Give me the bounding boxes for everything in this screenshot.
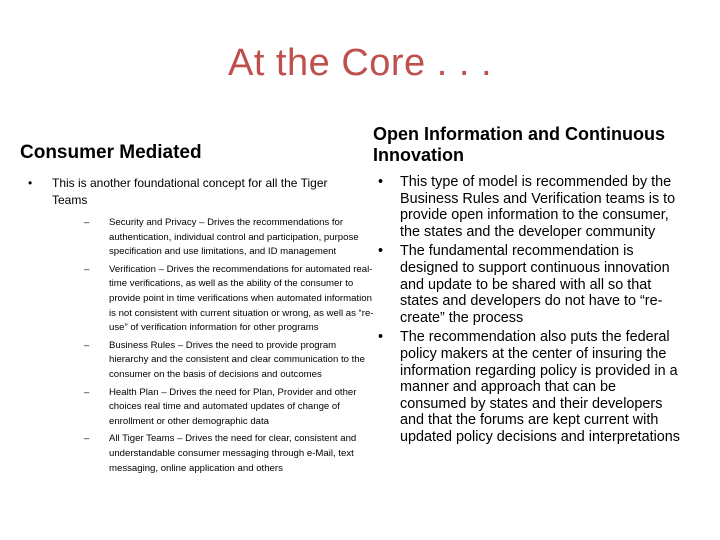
sub-item-text: Business Rules – Drives the need to provide program hierarchy and the consistent and clear communication to the consumer on the basis of decisions and outcomes xyxy=(109,339,365,380)
open-information-list xyxy=(378,174,683,449)
sub-item-text: Health Plan – Drives the need for Plan, Provider and other choices real time and automated updates of change of enrollment or other demographic data xyxy=(109,386,357,427)
list-item xyxy=(378,174,683,240)
bullet-icon: • xyxy=(378,329,384,346)
list-item xyxy=(378,329,683,445)
dash-icon: – xyxy=(84,386,90,398)
dash-icon: – xyxy=(84,217,90,228)
bullet-text: The fundamental recommendation is designed to support continuous innovation and update to be shared with all so that states and developers do not have to “re-create” the process xyxy=(400,243,670,326)
sub-list-item xyxy=(52,386,374,430)
slide-title: At the Core . . . xyxy=(227,42,493,84)
dash-icon: – xyxy=(84,263,90,275)
sub-item-text: All Tiger Teams – Drives the need for clear, consistent and understandable consumer messaging through e-Mail, text messaging, online application and others xyxy=(109,433,357,474)
open-information-heading: Open Information and Continuous Innovation xyxy=(373,124,665,165)
bullet-text: This type of model is recommended by the Business Rules and Verification teams is to provide open information to the consumer, the states and the developer community xyxy=(400,174,676,240)
bullet-icon: • xyxy=(378,243,384,260)
sub-list xyxy=(52,216,374,476)
bullet-icon: • xyxy=(378,174,384,190)
dash-icon: – xyxy=(84,339,90,351)
consumer-mediated-list xyxy=(28,175,374,479)
consumer-mediated-heading: Consumer Mediated xyxy=(20,142,202,163)
sub-list-item xyxy=(52,339,374,383)
sub-list-item xyxy=(52,263,374,336)
bullet-text: This is another foundational concept for all the Tiger Teams xyxy=(52,176,328,207)
list-item xyxy=(378,243,683,326)
sub-list-item xyxy=(52,216,374,260)
sub-item-text: Security and Privacy – Drives the recommendations for authentication, individual control and participation, purpose specification and use limitations, and ID management xyxy=(109,217,359,258)
list-item xyxy=(28,175,374,476)
dash-icon: – xyxy=(84,433,90,445)
sub-list-item xyxy=(52,432,374,476)
bullet-icon: • xyxy=(28,176,33,190)
sub-item-text: Verification – Drives the recommendations for automated real-time verifications, as well as the ability of the consumer to provide point in time verifications when automated information is not consistent with current situation or wrong, as well as “re-use” of verification information for other programs xyxy=(109,263,374,334)
bullet-text: The recommendation also puts the federal policy makers at the center of insuring the information regarding policy is provided in a manner and approach that can be consumed by states and their developers and that the forums are kept current with updated policy decisions and interpretations xyxy=(400,329,680,445)
